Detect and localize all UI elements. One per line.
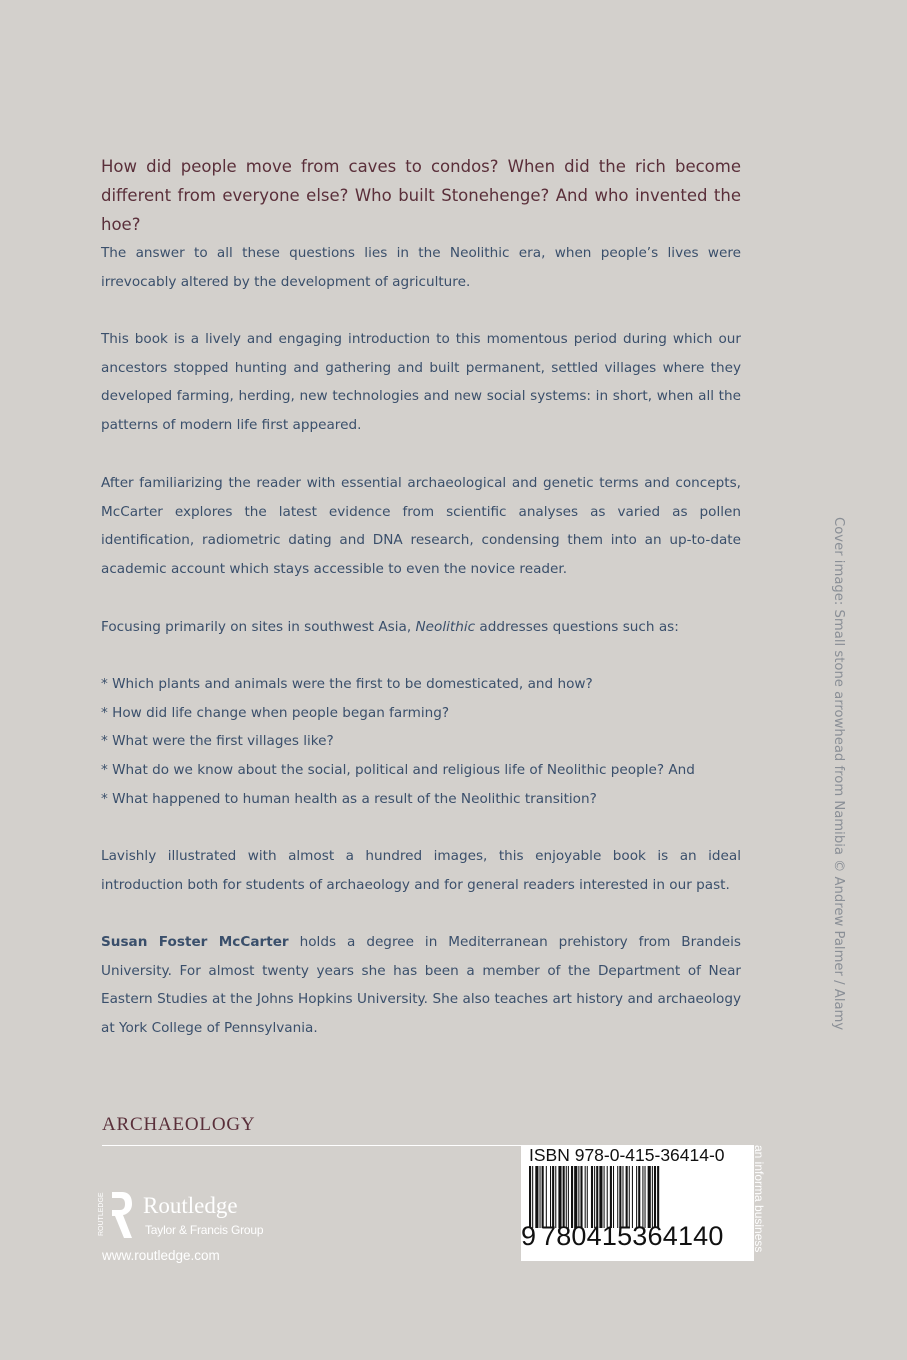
routledge-logo-icon: [100, 1190, 134, 1242]
barcode-bar: [563, 1166, 565, 1228]
author-name: Susan Foster McCarter: [101, 934, 289, 950]
barcode-bar: [626, 1166, 628, 1228]
barcode-digit-string: 780415364140: [541, 1221, 724, 1251]
focus-text-after: addresses questions such as:: [475, 619, 679, 635]
question-list: [101, 670, 741, 814]
barcode-bar: [617, 1166, 618, 1228]
barcode-bar: [619, 1166, 621, 1228]
barcode-bars: [529, 1166, 747, 1228]
barcode-bar: [596, 1166, 598, 1228]
list-item: * What were the first villages like?: [101, 733, 334, 750]
barcode-bar: [552, 1166, 554, 1228]
barcode-bar: [636, 1166, 637, 1228]
focus-paragraph: [101, 613, 741, 642]
barcode-bar: [632, 1166, 633, 1228]
publisher-group: Taylor & Francis Group: [145, 1223, 264, 1237]
barcode-bar: [642, 1166, 643, 1228]
barcode-bar: [578, 1166, 579, 1228]
barcode-bar: [558, 1166, 561, 1228]
barcode-bar: [555, 1166, 556, 1228]
barcode-bar: [542, 1166, 544, 1228]
barcode-bar: [580, 1166, 582, 1228]
barcode-bar: [652, 1166, 653, 1228]
barcode-bar: [568, 1166, 569, 1228]
barcode-bar: [591, 1166, 593, 1228]
publisher-logo: [100, 1190, 280, 1245]
barcode-bar: [648, 1166, 651, 1228]
barcode-bar: [645, 1166, 646, 1228]
barcode-bar: [546, 1166, 547, 1228]
barcode-bar: [594, 1166, 595, 1228]
focus-text-before: Focusing primarily on sites in southwest Asia,: [101, 619, 416, 635]
intro-paragraph: The answer to all these questions lies in the Neolithic era, when people’s lives were irrevocably altered by the development of agriculture.: [101, 245, 741, 290]
barcode-bar: [613, 1166, 614, 1228]
barcode-bar: [638, 1166, 640, 1228]
barcode-bar: [566, 1166, 567, 1228]
barcode-bar: [629, 1166, 630, 1228]
barcode-bar: [574, 1166, 577, 1228]
author-bio: [101, 928, 741, 1043]
isbn-number: ISBN 978-0-415-36414-0: [529, 1145, 725, 1165]
book-title-italic: Neolithic: [415, 619, 476, 635]
barcode-bar: [540, 1166, 541, 1228]
audience-paragraph: Lavishly illustrated with almost a hundred images, this enjoyable book is an ideal introduction both for students of archaeology and for general readers interested in our past.: [101, 848, 741, 893]
barcode-bar: [607, 1166, 608, 1228]
barcode-first-digit: 9: [521, 1221, 537, 1251]
publisher-name: Routledge: [143, 1193, 238, 1218]
barcode-bar: [610, 1166, 612, 1228]
list-item: * What do we know about the social, political and religious life of Neolithic people? And: [101, 762, 695, 779]
logo-vertical-label: ROUTLEDGE: [98, 1192, 105, 1236]
list-item: * What happened to human health as a result of the Neolithic transition?: [101, 790, 597, 807]
publisher-website[interactable]: www.routledge.com: [102, 1248, 220, 1263]
description-paragraph: This book is a lively and engaging introduction to this momentous period during which our ancestors stopped hunting and gathering and built permanent, settled villages where they developed farming, herding, new technologies and new social systems: in short, when all the patterns of modern life first appeared.: [101, 331, 741, 434]
barcode-bar: [535, 1166, 538, 1228]
lead-questions: How did people move from caves to condos? When did the rich become different from everyone else? Who built Stonehenge? And who invented the hoe?: [101, 157, 741, 234]
barcode-bar: [571, 1166, 573, 1228]
barcode-bar: [622, 1166, 623, 1228]
barcode-bar: [604, 1166, 605, 1228]
list-item: * How did life change when people began farming?: [101, 704, 450, 721]
author-bio-text: holds a degree in Mediterranean prehistory from Brandeis University. For almost twenty years she has been a member of the Department of Near Eastern Studies at the Johns Hopkins University. She also teaches art history and archaeology at York College of Pennsylvania.: [101, 934, 741, 1037]
barcode-bar: [585, 1166, 586, 1228]
isbn-barcode: [521, 1145, 754, 1261]
evidence-paragraph: After familiarizing the reader with essential archaeological and genetic terms and concepts, McCarter explores the latest evidence from scientific analyses as varied as pollen identification, radiometric dating and DNA research, condensing them into an up-to-date academic account which stays accessible to even the novice reader.: [101, 475, 741, 578]
informa-business-tagline: an informa business: [752, 1145, 766, 1253]
barcode-bar: [532, 1166, 533, 1228]
barcode-bar: [550, 1166, 551, 1228]
barcode-bar: [529, 1166, 531, 1228]
subject-category: ARCHAEOLOGY: [102, 1114, 256, 1135]
cover-image-credit: Cover image: Small stone arrowhead from Namibia © Andrew Palmer / Alamy: [831, 517, 846, 1031]
barcode-bar: [657, 1166, 659, 1228]
barcode-bar: [654, 1166, 656, 1228]
barcode-bar: [587, 1166, 588, 1228]
barcode-bar: [599, 1166, 602, 1228]
list-item: * Which plants and animals were the first to be domesticated, and how?: [101, 676, 593, 692]
